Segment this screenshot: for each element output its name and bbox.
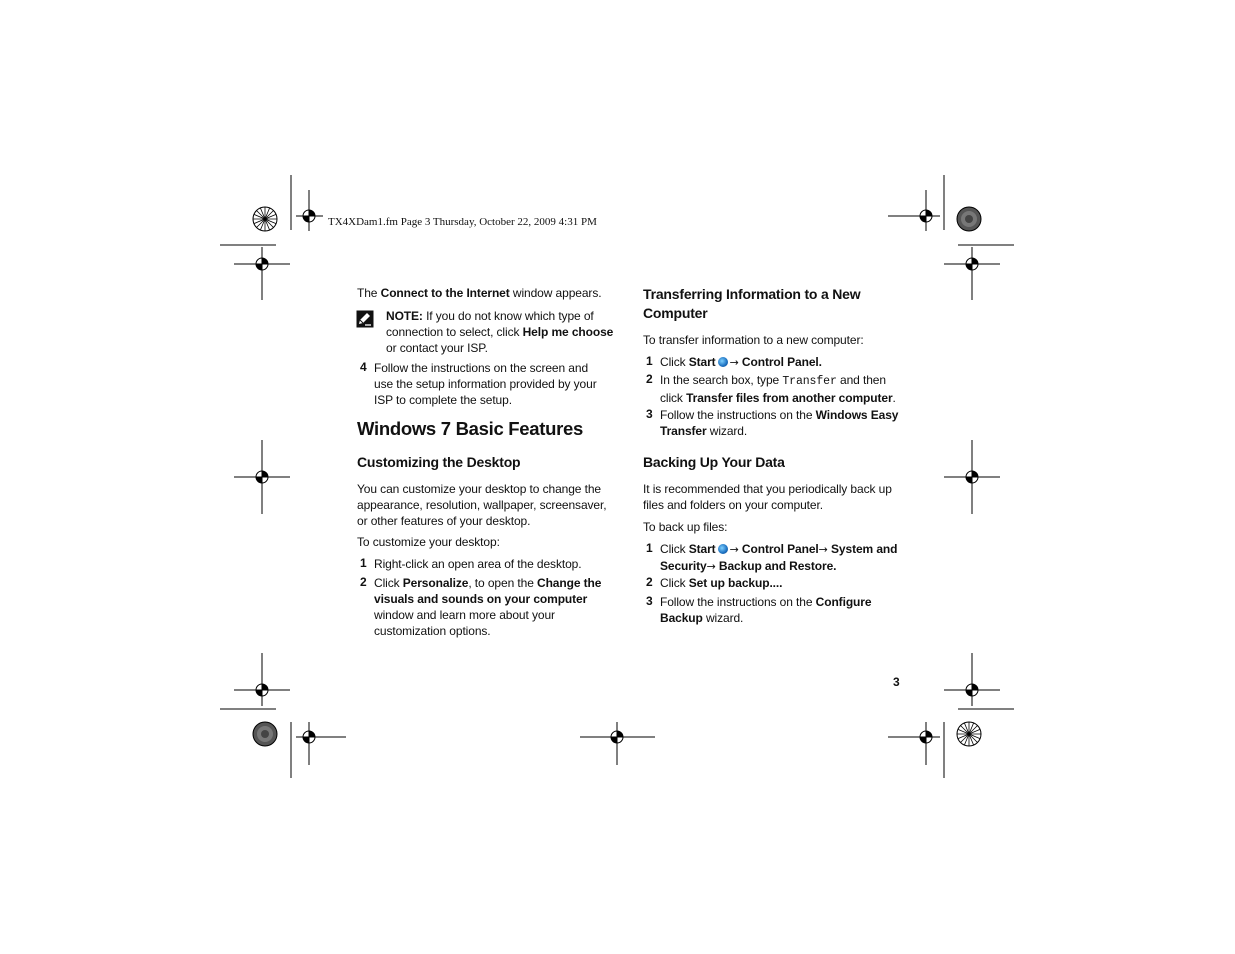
- step-number: 4: [360, 360, 367, 374]
- step-text: Follow the instructions on the Windows Easy Transfer wizard.: [660, 408, 899, 438]
- paragraph: To transfer information to a new computer:: [643, 333, 864, 347]
- step-text: Right-click an open area of the desktop.: [374, 557, 582, 571]
- step-number: 2: [646, 372, 653, 386]
- section-title: Transferring Information to a New Computer: [643, 286, 861, 321]
- windows-start-icon: [718, 357, 728, 367]
- step-text: Click Personalize, to open the Change the visuals and sounds on your computer window and learn more about your customization options.: [374, 576, 602, 638]
- subsection-title: Backing Up Your Data: [643, 454, 785, 470]
- step-number: 3: [646, 407, 653, 421]
- paragraph: You can customize your desktop to change the appearance, resolution, wallpaper, screensaver, or other features of your desktop.: [357, 482, 607, 528]
- subsection-title: Customizing the Desktop: [357, 454, 521, 470]
- step-text: In the search box, type Transfer and then click Transfer files from another computer.: [660, 373, 896, 405]
- section-title: Windows 7 Basic Features: [357, 418, 584, 439]
- step-number: 2: [360, 575, 367, 589]
- paragraph: To back up files:: [643, 520, 728, 534]
- paragraph: It is recommended that you periodically back up files and folders on your computer.: [643, 482, 892, 512]
- paragraph: To customize your desktop:: [357, 535, 500, 549]
- step-number: 1: [360, 556, 367, 570]
- intro-paragraph: The Connect to the Internet window appears.: [357, 286, 602, 300]
- step-text: Click Set up backup....: [660, 576, 783, 590]
- note-pencil-icon: [356, 310, 374, 328]
- windows-start-icon: [718, 544, 728, 554]
- step-number: 1: [646, 354, 653, 368]
- step-text: Follow the instructions on the screen and use the setup information provided by your ISP to complete the setup.: [374, 361, 597, 407]
- page-number: 3: [893, 675, 900, 689]
- step-text: Click Start → Control Panel→ System and Security→ Backup and Restore.: [660, 542, 898, 573]
- step-number: 1: [646, 541, 653, 555]
- step-number: 3: [646, 594, 653, 608]
- step-text: Click Start → Control Panel.: [660, 355, 822, 369]
- step-number: 2: [646, 575, 653, 589]
- step-text: Follow the instructions on the Configure Backup wizard.: [660, 595, 872, 625]
- page-slug: TX4XDam1.fm Page 3 Thursday, October 22, 2009 4:31 PM: [328, 216, 597, 228]
- note-text: NOTE: If you do not know which type of connection to select, click Help me choose or contact your ISP.: [386, 309, 614, 355]
